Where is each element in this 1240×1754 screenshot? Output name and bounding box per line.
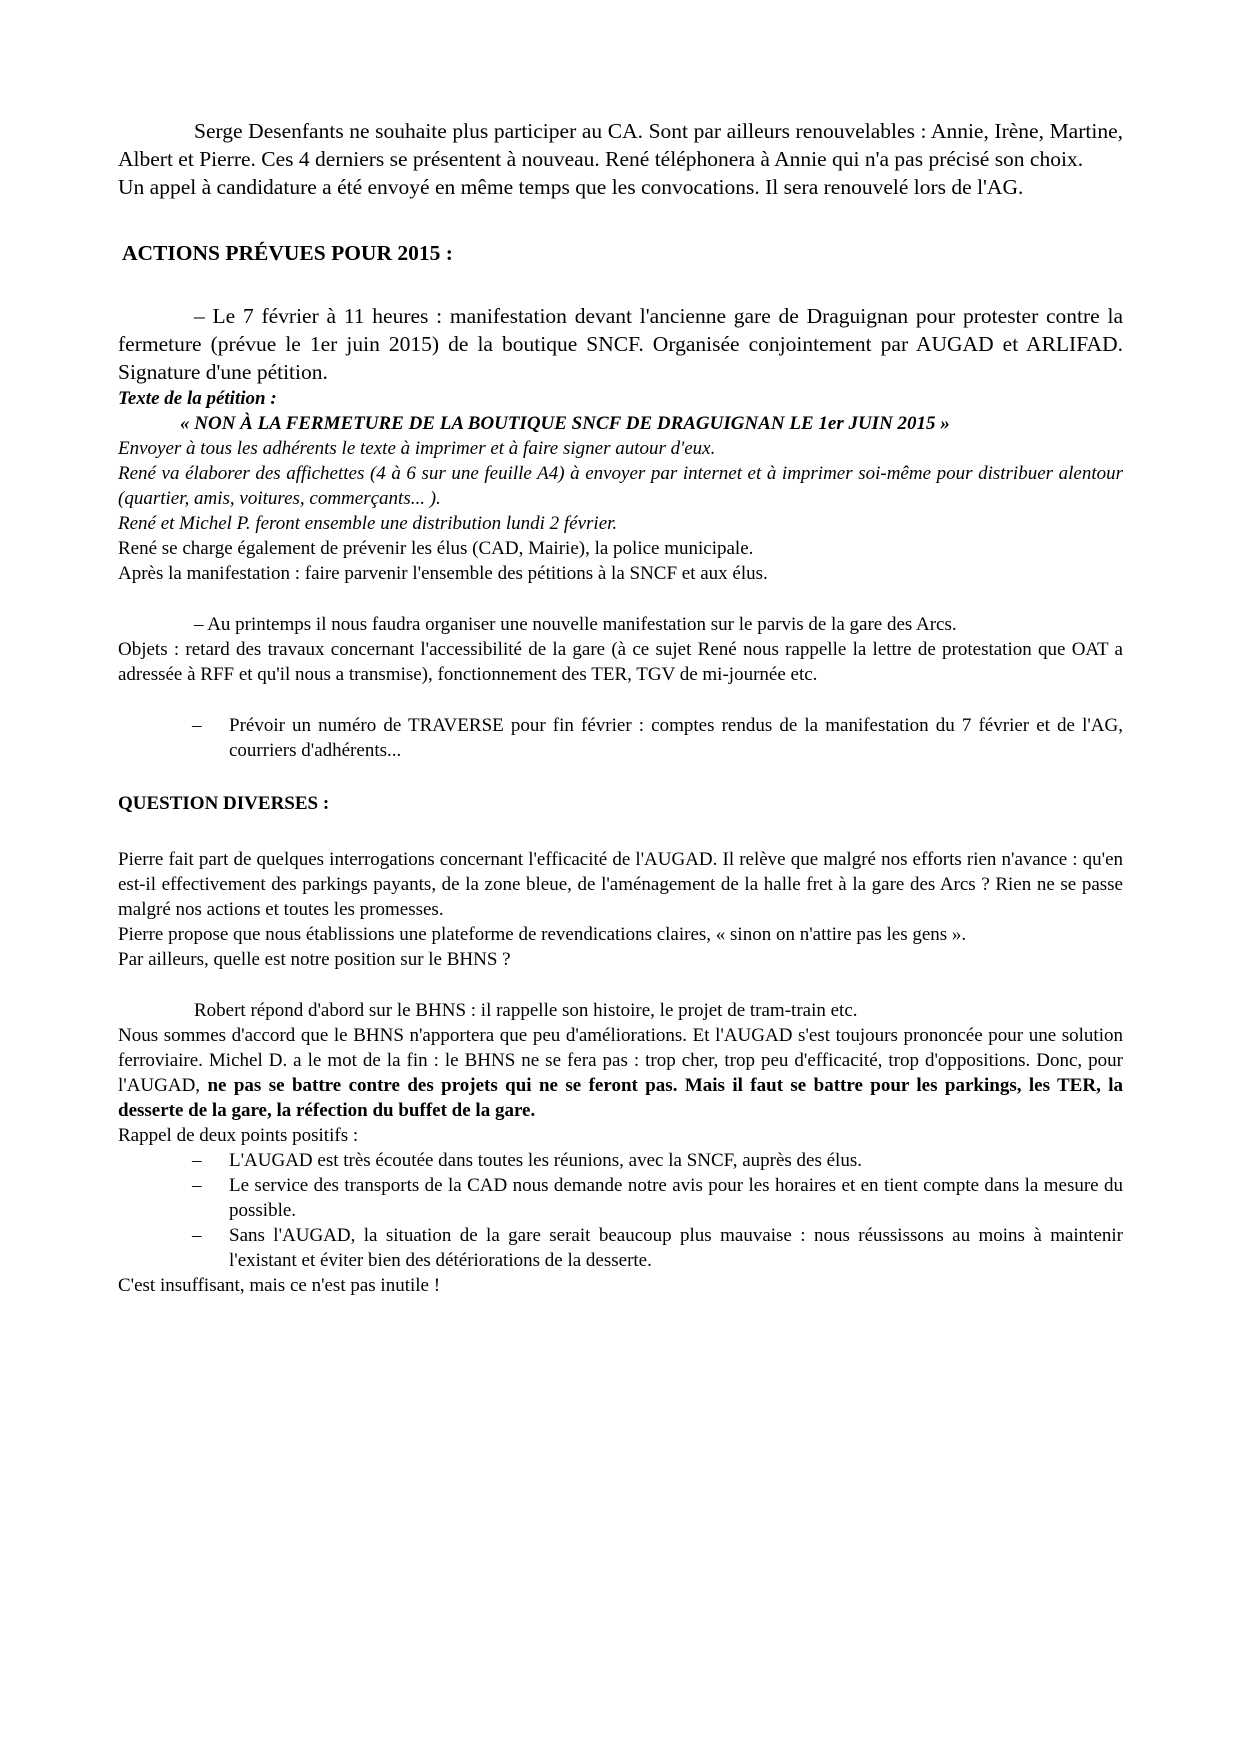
rappel-line: Rappel de deux points positifs : <box>118 1125 359 1146</box>
action-objets: Objets : retard des travaux concernant l'accessibilité de la gare (à ce sujet René nous rappelle la lettre de protestation que OAT a adressée à RFF et qu'il nous a transmise), fonctionnement des TER, TGV de mi-journée etc. <box>118 639 1123 685</box>
bullet-dash: – <box>192 1175 202 1196</box>
line-apres-manif: Après la manifestation : faire parvenir l'ensemble des pétitions à la SNCF et aux élus. <box>118 563 768 584</box>
robert-paragraph: Robert répond d'abord sur le BHNS : il rappelle son histoire, le projet de tram-train etc. <box>194 1000 858 1021</box>
petition-label: Texte de la pétition : <box>118 388 277 409</box>
accord-bold: ne pas se battre contre des projets qui ne se feront pas. Mais il faut se battre pour les parkings, les TER, la desserte de la gare, la réfection du buffet de la gare. <box>118 1075 1124 1121</box>
positif-item <box>118 1148 1123 1173</box>
pierre-paragraph-1: Pierre fait part de quelques interrogations concernant l'efficacité de l'AUGAD. Il relève que malgré nos efforts rien n'avance : qu'en est-il effectivement des parkings payants, de la zone bleue, de l'aménagement de la halle fret à la gare des Arcs ? Rien ne se passe malgré nos actions et toutes les promesses. <box>118 849 1123 920</box>
action-printemps: – Au printemps il nous faudra organiser une nouvelle manifestation sur le parvis de la gare des Arcs. <box>194 614 957 635</box>
positif-text: Sans l'AUGAD, la situation de la gare serait beaucoup plus mauvaise : nous réussissons au moins à maintenir l'existant et éviter bien des détériorations de la desserte. <box>229 1225 1123 1271</box>
accord-text: Nous sommes d'accord que le BHNS n'apportera que peu d'améliorations. Et l'AUGAD s'est toujours prononcée pour une solution ferroviaire. Michel D. a le mot de la fin : le BHNS ne se fera pas : trop cher, trop peu d'efficacité, trop d'oppositions. Donc, pour l'AUGAD, <box>118 1025 1123 1096</box>
pierre-paragraph-2: Pierre propose que nous établissions une plateforme de revendications claires, « sinon on n'attire pas les gens ». <box>118 924 967 945</box>
positif-text: L'AUGAD est très écoutée dans toutes les réunions, avec la SNCF, auprès des élus. <box>229 1150 862 1171</box>
action-manif-fevrier: – Le 7 février à 11 heures : manifestation devant l'ancienne gare de Draguignan pour protester contre la fermeture (prévue le 1er juin 2015) de la boutique SNCF. Organisée conjointement par AUGAD et ARLIFAD. Signature d'une pétition. <box>118 304 1123 384</box>
bullet-dash: – <box>192 1150 202 1171</box>
positif-item <box>118 1223 1123 1273</box>
document-body <box>118 117 1123 1298</box>
section-heading-actions: ACTIONS PRÉVUES POUR 2015 : <box>122 241 453 265</box>
positif-text: Le service des transports de la CAD nous demande notre avis pour les horaires et en tient compte dans la mesure du possible. <box>229 1175 1123 1221</box>
traverse-text: Prévoir un numéro de TRAVERSE pour fin février : comptes rendus de la manifestation du 7 février et de l'AG, courriers d'adhérents... <box>229 715 1123 761</box>
line-prevenir-elus: René se charge également de prévenir les élus (CAD, Mairie), la police municipale. <box>118 538 754 559</box>
accord-paragraph <box>118 1023 1123 1123</box>
italic-line-distribution: René et Michel P. feront ensemble une distribution lundi 2 février. <box>118 513 618 534</box>
traverse-item <box>118 713 1123 763</box>
bullet-dash: – <box>192 1225 202 1246</box>
section-heading-questions: QUESTION DIVERSES : <box>118 793 330 814</box>
intro-paragraph-appel: Un appel à candidature a été envoyé en même temps que les convocations. Il sera renouvelé lors de l'AG. <box>118 175 1024 199</box>
positif-item <box>118 1173 1123 1223</box>
italic-line-envoyer: Envoyer à tous les adhérents le texte à imprimer et à faire signer autour d'eux. <box>118 438 716 459</box>
bullet-dash: – <box>192 715 202 736</box>
pierre-paragraph-3: Par ailleurs, quelle est notre position sur le BHNS ? <box>118 949 511 970</box>
petition-text: « NON À LA FERMETURE DE LA BOUTIQUE SNCF DE DRAGUIGNAN LE 1er JUIN 2015 » <box>180 413 950 434</box>
conclusion-line: C'est insuffisant, mais ce n'est pas inutile ! <box>118 1275 441 1296</box>
italic-line-affichettes: René va élaborer des affichettes (4 à 6 sur une feuille A4) à envoyer par internet et à imprimer soi-même pour distribuer alentour (quartier, amis, voitures, commerçants... ). <box>118 463 1123 509</box>
intro-paragraph-ca: Serge Desenfants ne souhaite plus participer au CA. Sont par ailleurs renouvelables : Annie, Irène, Martine, Albert et Pierre. Ces 4 derniers se présentent à nouveau. René téléphonera à Annie qui n'a pas précisé son choix. <box>118 119 1123 171</box>
